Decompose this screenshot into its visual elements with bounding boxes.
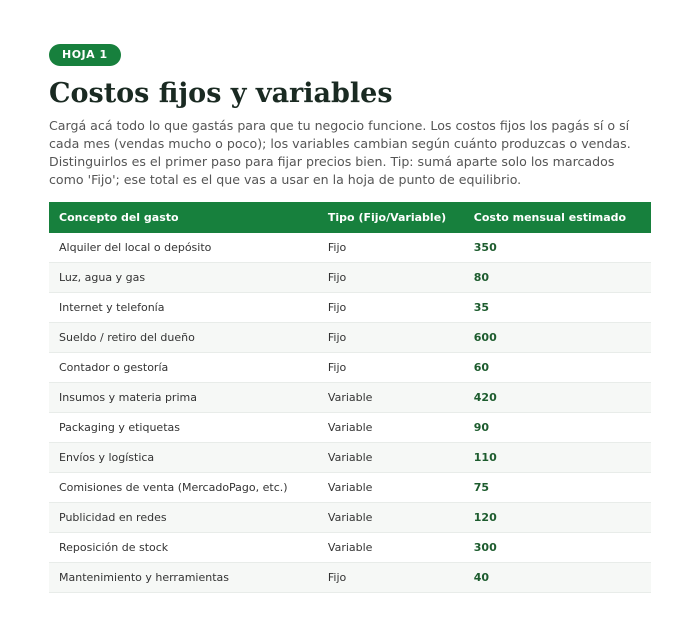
table-row (49, 473, 651, 503)
table-row (49, 233, 651, 263)
costs-table (49, 202, 651, 593)
cell-tipo: Variable (318, 473, 464, 503)
cell-concepto: Comisiones de venta (MercadoPago, etc.) (49, 473, 318, 503)
column-header-costo: Costo mensual estimado (464, 202, 651, 233)
table-row (49, 503, 651, 533)
cell-tipo: Variable (318, 533, 464, 563)
cell-costo: 420 (464, 383, 651, 413)
cell-costo: 600 (464, 323, 651, 353)
cell-tipo: Fijo (318, 233, 464, 263)
cell-concepto: Contador o gestoría (49, 353, 318, 383)
cell-concepto: Reposición de stock (49, 533, 318, 563)
cell-costo: 40 (464, 563, 651, 593)
cell-concepto: Insumos y materia prima (49, 383, 318, 413)
table-row (49, 323, 651, 353)
table-row (49, 293, 651, 323)
cell-tipo: Variable (318, 443, 464, 473)
cell-costo: 60 (464, 353, 651, 383)
table-row (49, 383, 651, 413)
page-description: Cargá acá todo lo que gastás para que tu negocio funcione. Los costos fijos los pagás sí o sí cada mes (vendas mucho o poco); los variables cambian según cuánto produzcas o vendas. Distinguirlos es el primer paso para fijar precios bien. Tip: sumá aparte solo los marcados como 'Fijo'; ese total es el que vas a usar en la hoja de punto de equilibrio. (49, 118, 631, 187)
cell-concepto: Luz, agua y gas (49, 263, 318, 293)
table-row (49, 353, 651, 383)
cell-costo: 120 (464, 503, 651, 533)
cell-concepto: Mantenimiento y herramientas (49, 563, 318, 593)
cell-costo: 350 (464, 233, 651, 263)
cell-costo: 35 (464, 293, 651, 323)
column-header-concepto: Concepto del gasto (49, 202, 318, 233)
table-row (49, 263, 651, 293)
cell-tipo: Fijo (318, 323, 464, 353)
page-title: Costos fijos y variables (49, 78, 393, 109)
sheet-badge: HOJA 1 (49, 44, 121, 66)
cell-tipo: Fijo (318, 353, 464, 383)
cell-concepto: Envíos y logística (49, 443, 318, 473)
cell-concepto: Internet y telefonía (49, 293, 318, 323)
cell-costo: 80 (464, 263, 651, 293)
cell-costo: 110 (464, 443, 651, 473)
column-header-tipo: Tipo (Fijo/Variable) (318, 202, 464, 233)
cell-concepto: Alquiler del local o depósito (49, 233, 318, 263)
cell-concepto: Packaging y etiquetas (49, 413, 318, 443)
cell-concepto: Sueldo / retiro del dueño (49, 323, 318, 353)
cell-concepto: Publicidad en redes (49, 503, 318, 533)
table-header-row (49, 202, 651, 233)
cell-tipo: Variable (318, 503, 464, 533)
table-row (49, 413, 651, 443)
table-header (49, 202, 651, 233)
cell-costo: 300 (464, 533, 651, 563)
cell-tipo: Fijo (318, 293, 464, 323)
cell-tipo: Variable (318, 383, 464, 413)
cell-costo: 75 (464, 473, 651, 503)
cell-tipo: Variable (318, 413, 464, 443)
table-row (49, 533, 651, 563)
cell-costo: 90 (464, 413, 651, 443)
cell-tipo: Fijo (318, 563, 464, 593)
table-body (49, 233, 651, 593)
cell-tipo: Fijo (318, 263, 464, 293)
table-row (49, 443, 651, 473)
table-row (49, 563, 651, 593)
